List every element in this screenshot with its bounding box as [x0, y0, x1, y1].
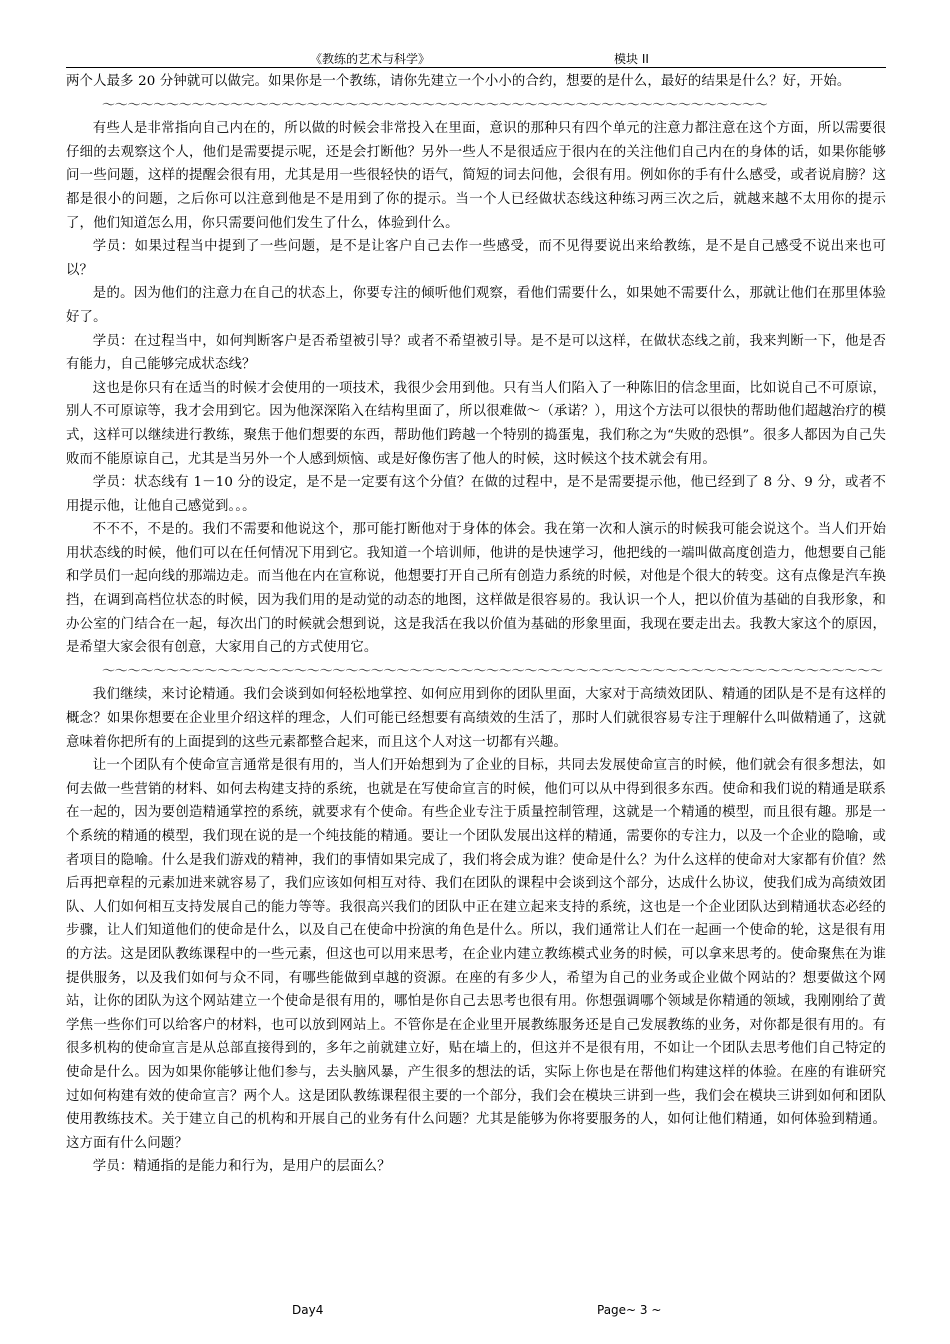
paragraph-question: 学员：在过程当中，如何判断客户是否希望被引导？或者不希望被引导。是不是可以这样，在做状态线之前，我来判断一下，他是否有能力，自己能够完成状态线？	[66, 333, 886, 373]
paragraph: 这也是你只有在适当的时候才会使用的一项技术，我很少会用到他。只有当人们陷入了一种陈旧的信念里面，比如说自己不可原谅，别人不可原谅等，我才会用到它。因为他深深陷入在结构里面了，所以很难做～（承诺？），用这个方法可以很快的帮助他们超越治疗的模式，这样可以继续进行教练，聚焦于他们想要的东西，帮助他们跨越一个特别的捣蛋鬼，我们称之为“失败的恐惧”。很多人都因为自己失败而不能原谅自己，尤其是当另外一个人感到烦恼、或是好像伤害了他人的时候，这时候这个技术就会有用。	[66, 380, 886, 467]
paragraph-question: 学员：状态线有 1－10 分的设定，是不是一定要有这个分值？在做的过程中，是不是需要提示他，他已经到了 8 分、9 分，或者不用提示他，让他自己感觉到。。。	[66, 475, 886, 514]
tilde-divider: ～～～～～～～～～～～～～～～～～～～～～～～～～～～～～～～～～～～～～～～～～～～～～～～～～～～～～～～～～～～～～	[102, 663, 883, 679]
page-header	[66, 50, 886, 68]
paragraph: 是的。因为他们的注意力在自己的状态上，你要专注的倾听他们观察，看他们需要什么，如果她不需要什么，那就让他们在那里体验好了。	[66, 286, 886, 325]
paragraph: 我们继续，来讨论精通。我们会谈到如何轻松地掌控、如何应用到你的团队里面，大家对于高绩效团队、精通的团队是不是有这样的概念？如果你想要在企业里介绍这样的理念，人们可能已经想要有高绩效的生活了，那时人们就很容易专注于理解什么叫做精通了，这就意味着你把所有的上面提到的这些元素都整合起来，而且这个人对这一切都有兴趣。	[66, 687, 886, 750]
tilde-divider: ～～～～～～～～～～～～～～～～～～～～～～～～～～～～～～～～～～～～～～～～～～～～～～～～～～～～	[102, 97, 768, 113]
paragraph-question: 学员：精通指的是能力和行为，是用户的层面么？	[92, 1159, 391, 1175]
header-rule	[66, 67, 886, 68]
paragraph: 让一个团队有个使命宣言通常是很有用的，当人们开始想到为了企业的目标，共同去发展使命宣言的时候，他们就会有很多想法，如何去做一些营销的材料、如何去构建支持的系统，也就是在写使命宣言的时候，他们可以从中得到很多东西。使命和我们说的精通是联系在一起的，因为要创造精通掌控的系统，就要求有个使命。有些企业专注于质量控制管理，这就是一个精通的模型，而且很有趣。那是一个系统的精通的模型，我们现在说的是一个纯技能的精通。要让一个团队发展出这样的精通，需要你的专注力，以及一个企业的隐喻，或者项目的隐喻。什么是我们游戏的精神，我们的事情如果完成了，我们将会成为谁？使命是什么？为什么这样的使命对大家都有价值？然后再把章程的元素加进来就容易了，我们应该如何相互对待、我们在团队的课程中会谈到这个部分，达成什么协议，使我们成为高绩效团队、人们如何相互支持发展自己的能力等等。我很高兴我们的团队中正在建立起来支持的系统，这也是一个企业团队达到精通状态必经的步骤，让人们知道他们的使命是什么，以及自己在使命中扮演的角色是什么。所以，我们通常让人们在一起画一个使命的轮，这是很有用的方法。这是团队教练课程中的一些元素，但这也可以用来思考，在企业内建立教练模式业务的时候，可以拿来思考的。使命聚焦在为谁提供服务，以及我们如何与众不同，有哪些能做到卓越的资源。在座的有多少人，希望为自己的业务或企业做个网站的？想要做这个网站，让你的团队为这个网站建立一个使命是很有用的，哪怕是你自己去思考也很有用。你想强调哪个领域是你精通的领域，我刚刚给了黄学焦一些你们可以给客户的材料，也可以放到网站上。不管你是在企业里开展教练服务还是自己发展教练的业务，对你都是很有用的。有很多机构的使命宣言是从总部直接得到的，多年之前就建立好，贴在墙上的，但这并不是很有用，不如让一个团队去思考他们自己特定的使命是什么。因为如果你能够让他们参与，去头脑风暴，产生很多的想法的话，实际上你也是在帮他们构建这样的体验。在座的有谁研究过如何构建有效的使命宣言？两个人。这是团队教练课程很主要的一个部分，我们会在模块三讲到一些，我们会在模块三讲到如何和团队使用教练技术。关于建立自己的机构和开展自己的业务有什么问题？尤其是能够为你将要服务的人，如何让他们精通，如何体验到精通。这方面有什么问题？	[66, 758, 886, 1151]
paragraph: 有些人是非常指向自己内在的，所以做的时候会非常投入在里面，意识的那种只有四个单元的注意力都注意在这个方面，所以需要很仔细的去观察这个人，他们是需要提示呢，还是会打断他？另外一些人不是很适应于很内在的关注他们自己内在的身体的话，如果你能够问一些问题，这样的提醒会很有用，尤其是用一些很轻快的语气，简短的词去问他，会很有用。例如你的手有什么感受，或者说肩膀？这都是很小的问题，之后你可以注意到他是不是用到了你的提示。当一个人已经做状态线这种练习两三次之后，就越来越不太用你的提示了，他们知道怎么用，你只需要问他们发生了什么，体验到什么。	[66, 121, 886, 231]
header-module: 模块 II	[614, 52, 649, 66]
paragraph: 不不不，不是的。我们不需要和他说这个，那可能打断他对于身体的体会。我在第一次和人演示的时候我可能会说这个。当人们开始用状态线的时候，他们可以在任何情况下用到它。我知道一个培训师，他讲的是快速学习，他把线的一端叫做高度创造力，他想要自己能和学员们一起向线的那端边走。而当他在内在宣称说，他想要打开自己所有创造力系统的时候，对他是个很大的转变。这有点像是汽车换挡，在调到高档位状态的时候，因为我们用的是动觉的动态的地图，这样做是很容易的。我认识一个人，把以价值为基础的自我形象，和办公室的门结合在一起，每次出门的时候就会想到说，这是我活在我以价值为基础的形象里面，我现在要走出去。我教大家这个的原因，是希望大家会很有创意，大家用自己的方式使用它。	[66, 522, 886, 656]
paragraph-question: 学员：如果过程当中提到了一些问题，是不是让客户自己去作一些感受，而不见得要说出来给教练，是不是自己感受不说出来也可以？	[66, 239, 886, 278]
document-body	[66, 70, 886, 1179]
footer-page-number: Page~ 3 ~	[597, 1303, 662, 1317]
footer-day: Day4	[292, 1303, 324, 1317]
header-title: 《教练的艺术与科学》	[310, 52, 431, 66]
paragraph-intro: 两个人最多 20 分钟就可以做完。如果你是一个教练，请你先建立一个小小的合约，想要的是什么，最好的结果是什么？好，开始。	[66, 74, 851, 89]
page-footer	[0, 1303, 950, 1323]
